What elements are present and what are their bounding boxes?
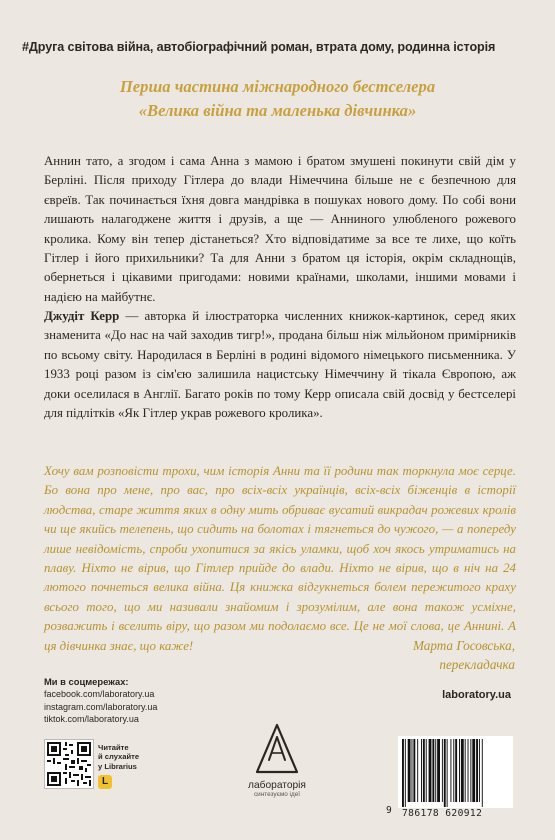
barcode-digits: 786178 620912 bbox=[402, 808, 483, 819]
publisher-tagline: синтезуємо ідеї bbox=[253, 791, 301, 798]
librarius-line-2: й слухайте bbox=[98, 752, 140, 762]
social-link-instagram[interactable]: instagram.com/laboratory.ua bbox=[44, 701, 158, 712]
headline bbox=[20, 75, 535, 123]
social-link-facebook[interactable]: facebook.com/laboratory.ua bbox=[44, 689, 155, 700]
barcode-icon bbox=[398, 736, 513, 808]
signature-name: Марта Госовська, bbox=[412, 638, 515, 653]
social-links bbox=[44, 676, 157, 725]
librarius-promo bbox=[98, 743, 158, 771]
librarius-line-1: Читайте bbox=[98, 743, 129, 752]
quote-signature bbox=[315, 636, 515, 674]
publisher-name: лабораторія bbox=[248, 780, 306, 791]
headline-line-1: Перша частина міжнародного бестселера bbox=[119, 77, 436, 96]
barcode-lead-digit: 9 bbox=[386, 805, 392, 816]
author-bio-text: — авторка й ілюстраторка численних книжок-картинок, серед яких знаменита «До нас на чай заходив тигр!», продана більш ніж мільйоном примірників по всьому світу. Народилася в Берліні в родині відомого німецького письменника. У 1933 році разом із сім'єю залишила нацистську Німеччину й тікала Європою, аж доки оселилася в Англії. Багато років по тому Керр описала свій досвід у бестселері для підлітків «Як Гітлер украв рожевого кролика». bbox=[44, 309, 517, 421]
author-bio-paragraph bbox=[44, 307, 516, 423]
author-name: Джудіт Керр bbox=[44, 309, 120, 323]
flask-logo-icon bbox=[253, 722, 301, 778]
translator-quote: Хочу вам розповісти трохи, чим історія Анни та її родини так торкнула моє серце. Бо вона про мене, про вас, про всіх-всіх українців, всіх-всіх біженців в історії людства, старе життя яких в одну мить обриває вусатий викрадач рожевих кролів чи ще якийсь телепень, що сидить на болотах і тягнеться до чужого, — а попереду лише невідомість, спроби ухопитися за якісь уламки, щоб хоч якось утриматись на плаву. Ніхто не вірив, що Гітлер прийде до влади. Ніхто не вірив, що в ніч на 24 лютого почнеться велика війна. Ця книжка відгукнеться болем пережитого краху всього того, що ми називали знайомим і зрозумілим, але вона також усміхне, розважить і вселить віру, що разом ми подолаємо все. Це не мої слова, це Аннині. А ця дівчинка знає, що каже! bbox=[44, 464, 516, 653]
qr-code-icon bbox=[45, 740, 93, 788]
synopsis-paragraph: Аннин тато, а згодом і сама Анна з мамою і братом змушені покинути свій дім у Берліні. Після приходу Гітлера до влади Німеччина більше не є безпечною для євреїв. Так починається їхня довга мандрівка в пошуках нового дому. По собі вони лишають налагоджене життя і друзів, а ще — Анниного улюбленого рожевого кролика. Кому він тепер дістанеться? Хто відповідатиме за все те лихе, що коїть Гітлер і його прихильники? Та для Анни з братом ця історія, окрім складнощів, обернеться і цікавими пригодами: новими країнами, школами, іншими мовами і надією на майбутнє. bbox=[44, 154, 516, 304]
librarius-line-3: у Librarius bbox=[98, 761, 137, 771]
headline-line-2: «Велика війна та маленька дівчинка» bbox=[138, 101, 417, 120]
social-link-tiktok[interactable]: tiktok.com/laboratory.ua bbox=[44, 713, 139, 724]
social-heading: Ми в соцмережах: bbox=[44, 676, 129, 687]
genre-tags: #Друга світова війна, автобіографічний роман, втрата дому, родинна історія bbox=[22, 40, 496, 54]
isbn-barcode bbox=[398, 736, 513, 808]
publisher-website[interactable]: laboratory.ua bbox=[442, 689, 511, 701]
signature-role: перекладачка bbox=[439, 657, 515, 672]
qr-code[interactable] bbox=[44, 739, 94, 789]
publisher-logo bbox=[232, 722, 322, 812]
librarius-logo-icon: L bbox=[98, 775, 112, 789]
